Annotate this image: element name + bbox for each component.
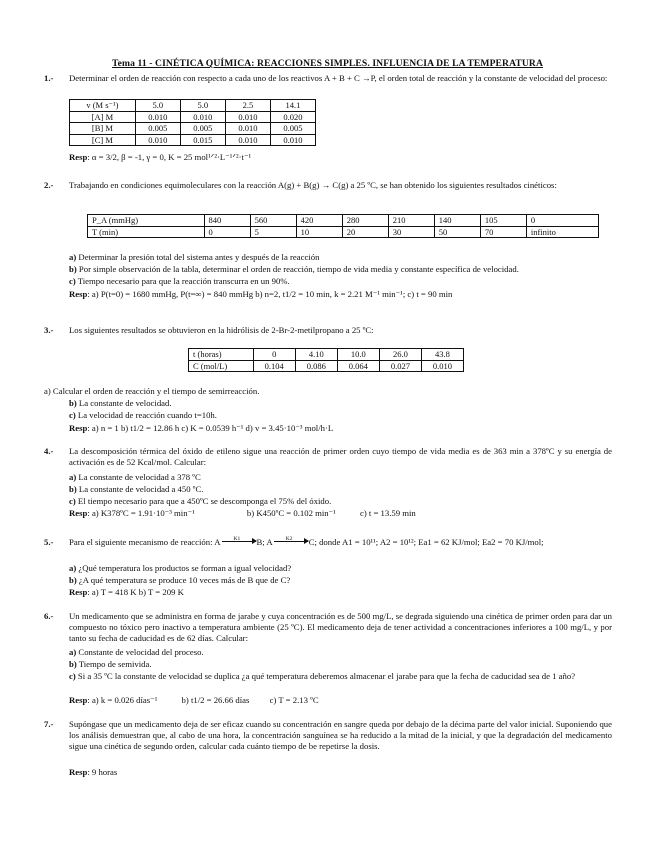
table-cell: 0.005 [135,123,180,135]
resp-label: Resp [69,587,88,597]
resp-label: Resp [69,152,88,162]
problem-5-statement [69,537,544,548]
table-cell: 10 [296,226,342,238]
table-cell: 0.020 [270,111,315,123]
problem-4-answer: Resp: a) K378ºC = 1.91·10⁻³ min⁻¹ b) K450ºC = 0.102 min⁻¹ c) t = 13.59 min [69,508,416,518]
table-cell: P_A (mmHg) [88,215,205,227]
problem-3-item-b [69,398,172,409]
table-cell: 0 [204,226,250,238]
table-row [70,100,316,112]
table-cell: 280 [342,215,388,227]
problem-3-intro: a) Calcular el orden de reacción y el tiempo de semirreacción. [44,386,260,396]
problem-5-number: 5.- [44,537,54,547]
problem-6-item-c [69,671,612,682]
problem-6-number: 6.- [44,611,54,621]
table-row [189,360,464,372]
problem-5-answer [69,587,184,598]
table-cell: 0.104 [253,360,295,372]
table-cell: 2.5 [225,100,270,112]
table-cell: 5.0 [135,100,180,112]
item-text: Determinar la presión total del sistema antes y después de la reacción [78,252,320,262]
table-cell: 10.0 [337,349,379,361]
problem-5-item-a [69,563,291,574]
resp-label: Resp [69,423,88,433]
item-text: Por simple observación de la tabla, determinar el orden de reacción, tiempo de vida media y constante específica de velocidad. [78,264,519,274]
table-cell: 0.064 [337,360,379,372]
statement-text: Para el siguiente mecanismo de reacción: A [69,537,221,547]
table-cell: 0 [253,349,295,361]
problem-6-answer: Resp: a) k = 0.026 días⁻¹ b) t1/2 = 26.66 días c) T = 2.13 ºC [69,695,319,705]
statement-text: B; A [256,537,273,547]
table-cell: 0.010 [421,360,463,372]
table-cell: 0.010 [225,134,270,146]
table-cell: 5.0 [180,100,225,112]
table-row [189,349,464,361]
problem-7-answer [69,767,117,778]
problem-1-number: 1.- [44,73,54,83]
table-cell: 420 [296,215,342,227]
resp-part: b) K450ºC = 0.102 min⁻¹ [246,508,336,518]
reaction-arrow-2 [274,536,308,542]
table-cell: 0.010 [225,111,270,123]
table-cell: 43.8 [421,349,463,361]
resp-text: : a) n = 1 b) t1/2 = 12.86 h c) K = 0.0539 h⁻¹ d) v = 3.45·10⁻³ mol/h·L [87,423,334,433]
table-row [70,123,316,135]
problem-7-statement: Supóngase que un medicamento deja de ser eficaz cuando su concentración en sangre queda por debajo de la décima parte del valor inicial. Suponiendo que los análisis demuestran que, al cabo de una hora, la concentración sanguínea se ha reducido a la mitad de la inicial, y que la degradación del medicamento sigue una cinética de segundo orden, calcular cada cuánto tiempo de be repetirse la dosis. [69,719,612,752]
table-cell: 0.010 [180,111,225,123]
problem-2-item-c [69,276,290,287]
rate-constant-label: K1 [233,536,241,542]
table-row [70,134,316,146]
problem-6-statement: Un medicamento que se administra en forma de jarabe y cuya concentración es de 500 mg/L, se degrada siguiendo una cinética de primer orden para dar un compuesto no tóxico pero inactivo a temperatura ambiente (25 ºC). El medicamento deja de tener actividad a concentraciones inferiores a 100 mg/L, y por tanto su fecha de caducidad es de 62 días. Calcular: [69,611,612,644]
resp-label: Resp [69,508,88,518]
problem-4-item-a [69,472,201,483]
problem-4-number: 4.- [44,446,54,456]
problem-2-answer [69,289,452,300]
item-label: a) [69,647,77,657]
table-cell: 20 [342,226,388,238]
resp-text: : α = 3/2, β = -1, γ = 0, K = 25 mol¹ᐟ²·L⁻¹ᐟ²·t⁻¹ [87,152,252,162]
resp-text: : a) P(t=0) = 1680 mmHg, P(t=∞) = 840 mmHg b) n=2, t1/2 = 10 min, k = 2.21 M⁻¹ min⁻¹; c) t = 90 min [87,289,453,299]
item-label: a) [69,472,77,482]
problem-2-number: 2.- [44,180,54,190]
item-label: b) [69,264,77,274]
table-cell: T (min) [88,226,205,238]
table-row [88,226,599,238]
table-cell: 210 [388,215,434,227]
table-cell: 5 [250,226,296,238]
table-cell: 0.010 [225,123,270,135]
table-row [88,215,599,227]
table-cell: 0.010 [135,134,180,146]
resp-part: a) K378ºC = 1.91·10⁻³ min⁻¹ [91,508,195,518]
problem-3-item-c [69,410,217,421]
table-cell: 840 [204,215,250,227]
problem-7-number: 7.- [44,719,54,729]
problem-3-table [188,348,464,372]
table-cell: 26.0 [379,349,421,361]
statement-text: C; donde A1 = 10¹¹; A2 = 10¹²; Ea1 = 62 KJ/mol; Ea2 = 70 KJ/mol; [308,537,544,547]
item-text: Tiempo de semivida. [78,659,152,669]
table-cell: 4.10 [295,349,337,361]
item-text: La velocidad de reacción cuando t=10h. [77,410,217,420]
item-label: c) [69,276,76,286]
problem-6-item-a [69,647,204,658]
table-cell: 0.010 [270,134,315,146]
resp-part: c) t = 13.59 min [359,508,416,518]
problem-2-item-a [69,252,319,263]
table-cell: [A] M [70,111,136,123]
page-title: Tema 11 - CINÉTICA QUÍMICA: REACCIONES SIMPLES. INFLUENCIA DE LA TEMPERATURA [112,58,543,69]
problem-3-number: 3.- [44,325,54,335]
resp-part: a) k = 0.026 días⁻¹ [91,695,158,705]
problem-4-statement: La descomposición térmica del óxido de etileno sigue una reacción de primer orden cuyo tiempo de vida media es de 363 min a 378ºC y su energía de activación es de 52 Kcal/mol. Calcular: [69,446,612,468]
table-cell: 140 [434,215,480,227]
problem-3-statement: Los siguientes resultados se obtuvieron en la hidrólisis de 2-Br-2-metilpropano a 25 ºC: [69,325,374,335]
problem-5-item-b [69,575,290,586]
item-text: Si a 35 ºC la constante de velocidad se duplica ¿a qué temperatura deberemos almacenar el jarabe para que la fecha de caducidad sea de 1 año? [77,671,576,681]
item-label: c) [69,671,76,681]
item-text: El tiempo necesario para que a 450ºC se descomponga el 75% del óxido. [77,496,332,506]
item-text: La constante de velocidad a 378 ºC [78,472,201,482]
table-cell: 560 [250,215,296,227]
table-cell: [B] M [70,123,136,135]
resp-text: : a) T = 418 K b) T = 209 K [87,587,184,597]
resp-label: Resp [69,767,88,777]
resp-text: : 9 horas [87,767,118,777]
item-label: a) [69,563,77,573]
item-label: c) [69,496,76,506]
problem-3-answer [69,423,333,434]
problem-4-item-b [69,484,203,495]
problem-4-item-c [69,496,331,507]
table-cell: infinito [526,226,598,238]
problem-6-item-b [69,659,152,670]
problem-1-statement: Determinar el orden de reacción con respecto a cada uno de los reactivos A + B + C →P, el orden total de reacción y la constante de velocidad del proceso: [69,73,608,83]
item-text: La constante de velocidad a 450 ºC. [78,484,204,494]
table-cell: t (horas) [189,349,254,361]
item-text: ¿Qué temperatura los productos se forman a igual velocidad? [78,563,292,573]
table-cell: v (M s⁻¹) [70,100,136,112]
resp-part: b) t1/2 = 26.66 días [181,695,250,705]
problem-1-table [69,99,316,146]
table-cell: 0.010 [135,111,180,123]
item-label: b) [69,659,77,669]
item-label: b) [69,575,77,585]
table-cell: C (mol/L) [189,360,254,372]
table-cell: 30 [388,226,434,238]
reaction-arrow-1 [222,536,256,542]
item-label: b) [69,484,77,494]
table-cell: 14.1 [270,100,315,112]
table-cell: 0.027 [379,360,421,372]
item-text: La constante de velocidad. [78,398,172,408]
resp-part: c) T = 2.13 ºC [269,695,319,705]
table-row [70,111,316,123]
item-label: b) [69,398,77,408]
item-text: Tiempo necesario para que la reacción transcurra en un 90%. [77,276,290,286]
rate-constant-label: K2 [285,536,293,542]
table-cell: 0.086 [295,360,337,372]
problem-1-answer [69,152,251,163]
resp-label: Resp [69,289,88,299]
item-label: c) [69,410,76,420]
table-cell: [C] M [70,134,136,146]
item-label: a) [69,252,77,262]
problem-2-item-b [69,264,519,275]
table-cell: 105 [480,215,526,227]
table-cell: 50 [434,226,480,238]
item-text: Constante de velocidad del proceso. [78,647,204,657]
problem-2-statement: Trabajando en condiciones equimoleculares con la reacción A(g) + B(g) → C(g) a 25 ºC, se han obtenido los siguientes resultados cinéticos: [69,180,557,190]
resp-label: Resp [69,695,88,705]
table-cell: 0.015 [180,134,225,146]
table-cell: 0.005 [270,123,315,135]
problem-2-table [87,214,599,238]
table-cell: 70 [480,226,526,238]
table-cell: 0 [526,215,598,227]
table-cell: 0.005 [180,123,225,135]
item-text: ¿A qué temperatura se produce 10 veces más de B que de C? [78,575,291,585]
